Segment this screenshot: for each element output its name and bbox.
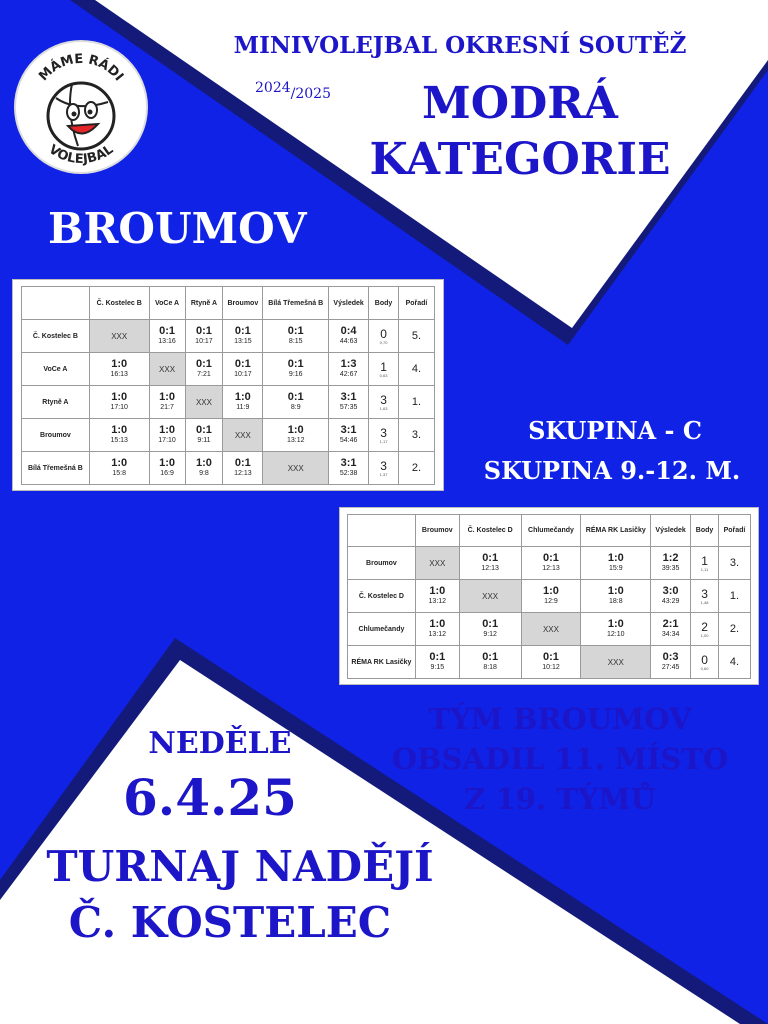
svg-text:VOLEJBAL bbox=[46, 142, 116, 167]
match-points: 8:15 bbox=[288, 338, 303, 345]
result-score: 0:4 bbox=[340, 325, 357, 337]
result-score: 2:1 bbox=[662, 618, 679, 630]
match-points: 10:17 bbox=[234, 371, 252, 378]
body-value: 1 bbox=[380, 359, 387, 374]
rank-cell: 2. bbox=[399, 452, 435, 485]
result-score: 3:1 bbox=[340, 457, 357, 469]
match-cell bbox=[263, 353, 329, 386]
body-ratio: 1,00 bbox=[700, 632, 709, 638]
match-score: 0:1 bbox=[195, 358, 212, 370]
match-score: 1:0 bbox=[607, 585, 624, 597]
self-match-cell: XXX bbox=[581, 646, 651, 679]
group-c-table-card bbox=[13, 280, 443, 490]
match-score: 1:0 bbox=[607, 618, 624, 630]
match-points: 21:7 bbox=[160, 404, 174, 411]
body-ratio: 1,11 bbox=[700, 566, 709, 572]
match-points: 9:11 bbox=[197, 437, 211, 444]
table-row bbox=[348, 547, 751, 580]
match-cell bbox=[185, 320, 223, 353]
match-score: 0:1 bbox=[234, 325, 251, 337]
group-places-label: SKUPINA 9.-12. M. bbox=[483, 456, 741, 485]
match-score: 0:1 bbox=[482, 552, 499, 564]
rank-cell: 1. bbox=[399, 386, 435, 419]
column-header: RÉMA RK Lasičky bbox=[581, 515, 651, 547]
rank-cell: 3. bbox=[399, 419, 435, 452]
event-date: 6.4.25 bbox=[123, 768, 297, 827]
match-score: 1:0 bbox=[111, 424, 128, 436]
match-points: 9:8 bbox=[199, 470, 209, 477]
body-cell bbox=[369, 386, 399, 419]
result-points: 52:38 bbox=[339, 470, 358, 477]
match-score: 1:0 bbox=[234, 391, 251, 403]
match-score: 0:1 bbox=[234, 457, 251, 469]
match-score: 0:1 bbox=[543, 651, 559, 663]
match-score: 1:0 bbox=[543, 585, 559, 597]
rank-cell: 4. bbox=[719, 646, 751, 679]
row-team-name: Chlumečandy bbox=[348, 613, 416, 646]
group-c-header-row bbox=[22, 287, 435, 320]
logo-top-text: MÁME RÁDI bbox=[36, 51, 127, 85]
match-points: 16:13 bbox=[110, 371, 128, 378]
result-score: 1:2 bbox=[662, 552, 679, 564]
column-header: Pořadí bbox=[719, 515, 751, 547]
body-cell bbox=[691, 580, 719, 613]
result-points: 39:35 bbox=[661, 565, 680, 572]
match-score: 0:1 bbox=[429, 651, 446, 663]
group-c-label: SKUPINA - C bbox=[528, 416, 702, 445]
body-ratio: 0,70 bbox=[379, 339, 388, 345]
match-points: 9:12 bbox=[483, 631, 497, 638]
logo-bottom-text: VOLEJBAL bbox=[45, 142, 117, 168]
result-points: 44:63 bbox=[339, 338, 358, 345]
match-cell bbox=[149, 452, 185, 485]
body-cell bbox=[369, 419, 399, 452]
match-cell bbox=[89, 419, 149, 452]
row-team-name: Č. Kostelec B bbox=[22, 320, 90, 353]
column-header: Rtyně A bbox=[185, 287, 223, 320]
match-cell bbox=[459, 646, 521, 679]
result-cell bbox=[329, 386, 369, 419]
row-team-name: Bílá Třemešná B bbox=[22, 452, 90, 485]
row-team-name: VoCe A bbox=[22, 353, 90, 386]
result-line-2: OBSADIL 11. MÍSTO bbox=[391, 742, 729, 776]
match-score: 1:0 bbox=[159, 457, 175, 469]
match-points: 8:18 bbox=[483, 664, 497, 671]
result-score: 3:1 bbox=[340, 424, 357, 436]
match-points: 12:9 bbox=[544, 598, 558, 605]
self-match-cell: XXX bbox=[263, 452, 329, 485]
match-points: 13:12 bbox=[428, 598, 447, 605]
body-ratio: 1,48 bbox=[700, 599, 709, 605]
match-points: 13:12 bbox=[428, 631, 447, 638]
table-row bbox=[22, 353, 435, 386]
column-header: Body bbox=[369, 287, 399, 320]
body-value: 0 bbox=[380, 326, 387, 341]
self-match-cell: XXX bbox=[149, 353, 185, 386]
match-points: 9:15 bbox=[430, 664, 445, 671]
match-cell bbox=[521, 580, 581, 613]
match-cell bbox=[223, 452, 263, 485]
row-team-name: RÉMA RK Lasičky bbox=[348, 646, 416, 679]
match-score: 0:1 bbox=[195, 325, 212, 337]
match-cell bbox=[89, 353, 149, 386]
table-row bbox=[22, 386, 435, 419]
match-points: 18:8 bbox=[608, 598, 623, 605]
row-team-name: Rtyně A bbox=[22, 386, 90, 419]
match-score: 1:0 bbox=[607, 552, 624, 564]
result-cell bbox=[329, 419, 369, 452]
body-value: 3 bbox=[701, 586, 708, 601]
self-match-cell: XXX bbox=[89, 320, 149, 353]
rank-cell: 5. bbox=[399, 320, 435, 353]
town-title: BROUMOV bbox=[48, 204, 307, 253]
match-points: 15:13 bbox=[110, 437, 128, 444]
match-points: 13:12 bbox=[286, 437, 305, 444]
table-row bbox=[348, 613, 751, 646]
row-team-name: Broumov bbox=[22, 419, 90, 452]
corner-cell bbox=[22, 287, 90, 320]
corner-cell bbox=[348, 515, 416, 547]
match-score: 0:1 bbox=[482, 618, 499, 630]
match-cell bbox=[149, 419, 185, 452]
result-points: 42:67 bbox=[339, 371, 358, 378]
match-cell bbox=[263, 386, 329, 419]
match-score: 0:1 bbox=[543, 552, 559, 564]
match-score: 1:0 bbox=[159, 391, 175, 403]
match-score: 0:1 bbox=[159, 325, 175, 337]
self-match-cell: XXX bbox=[185, 386, 223, 419]
result-points: 34:34 bbox=[661, 631, 680, 638]
match-score: 1:0 bbox=[159, 424, 175, 436]
column-header: Chlumečandy bbox=[521, 515, 581, 547]
table-row bbox=[348, 646, 751, 679]
result-cell bbox=[651, 646, 691, 679]
match-points: 17:10 bbox=[110, 404, 128, 411]
match-cell bbox=[263, 419, 329, 452]
result-score: 0:3 bbox=[662, 651, 679, 663]
group-places-table bbox=[347, 514, 751, 679]
body-ratio: 1,63 bbox=[379, 405, 388, 411]
match-cell bbox=[185, 419, 223, 452]
result-line-1: TÝM BROUMOV bbox=[428, 702, 692, 736]
result-cell bbox=[329, 320, 369, 353]
match-score: 0:1 bbox=[195, 424, 212, 436]
body-value: 3 bbox=[380, 458, 387, 473]
match-score: 0:1 bbox=[287, 325, 304, 337]
body-ratio: 1,17 bbox=[379, 438, 388, 444]
column-header: Výsledek bbox=[651, 515, 691, 547]
match-cell bbox=[149, 320, 185, 353]
match-cell bbox=[415, 580, 459, 613]
match-cell bbox=[581, 580, 651, 613]
result-cell bbox=[651, 613, 691, 646]
column-header: Bílá Třemešná B bbox=[263, 287, 329, 320]
body-value: 0 bbox=[701, 652, 708, 667]
body-cell bbox=[691, 547, 719, 580]
match-points: 12:13 bbox=[234, 470, 252, 477]
match-cell bbox=[223, 320, 263, 353]
match-points: 9:16 bbox=[288, 371, 303, 378]
column-header: Pořadí bbox=[399, 287, 435, 320]
match-cell bbox=[459, 613, 521, 646]
result-points: 54:46 bbox=[339, 437, 358, 444]
season-year-b: /2025 bbox=[290, 86, 331, 102]
event-place: Č. KOSTELEC bbox=[68, 898, 392, 947]
body-value: 2 bbox=[701, 619, 708, 634]
match-points: 10:12 bbox=[542, 664, 560, 671]
group-places-header-row bbox=[348, 515, 751, 547]
match-points: 7:21 bbox=[197, 371, 211, 378]
result-cell bbox=[329, 353, 369, 386]
match-cell bbox=[521, 547, 581, 580]
result-cell bbox=[329, 452, 369, 485]
result-points: 27:45 bbox=[661, 664, 680, 671]
rank-cell: 2. bbox=[719, 613, 751, 646]
match-score: 0:1 bbox=[287, 391, 304, 403]
match-cell bbox=[415, 613, 459, 646]
season-label bbox=[255, 80, 331, 102]
table-row bbox=[22, 419, 435, 452]
match-score: 1:0 bbox=[429, 618, 446, 630]
body-value: 1 bbox=[701, 553, 708, 568]
body-cell bbox=[369, 320, 399, 353]
group-c-table bbox=[21, 286, 435, 485]
match-cell bbox=[581, 613, 651, 646]
match-score: 1:0 bbox=[429, 585, 446, 597]
self-match-cell: XXX bbox=[521, 613, 581, 646]
result-points: 43:29 bbox=[661, 598, 680, 605]
match-points: 13:15 bbox=[234, 338, 252, 345]
body-ratio: 1,37 bbox=[379, 471, 388, 477]
match-points: 15:8 bbox=[112, 470, 127, 477]
body-cell bbox=[369, 353, 399, 386]
match-score: 0:1 bbox=[234, 358, 251, 370]
body-ratio: 0,63 bbox=[379, 372, 388, 378]
match-points: 12:13 bbox=[481, 565, 499, 572]
match-score: 0:1 bbox=[287, 358, 304, 370]
result-cell bbox=[651, 580, 691, 613]
event-name: TURNAJ NADĚJÍ bbox=[46, 842, 434, 891]
table-row bbox=[348, 580, 751, 613]
rank-cell: 1. bbox=[719, 580, 751, 613]
match-points: 15:9 bbox=[608, 565, 623, 572]
table-row bbox=[22, 320, 435, 353]
result-score: 1:3 bbox=[340, 358, 357, 370]
season-year-a: 2024 bbox=[255, 80, 291, 96]
match-points: 12:10 bbox=[607, 631, 625, 638]
row-team-name: Broumov bbox=[348, 547, 416, 580]
result-line-3: Z 19. TÝMŮ bbox=[464, 782, 656, 816]
rank-cell: 3. bbox=[719, 547, 751, 580]
match-score: 1:0 bbox=[287, 424, 304, 436]
rank-cell: 4. bbox=[399, 353, 435, 386]
match-cell bbox=[89, 452, 149, 485]
category-line-1: MODRÁ bbox=[422, 78, 618, 129]
match-cell bbox=[89, 386, 149, 419]
column-header: Body bbox=[691, 515, 719, 547]
table-row bbox=[22, 452, 435, 485]
match-cell bbox=[223, 386, 263, 419]
match-cell bbox=[581, 547, 651, 580]
match-cell bbox=[185, 452, 223, 485]
column-header: Výsledek bbox=[329, 287, 369, 320]
match-points: 11:9 bbox=[236, 404, 250, 411]
body-cell bbox=[691, 613, 719, 646]
column-header: Broumov bbox=[223, 287, 263, 320]
result-score: 3:1 bbox=[340, 391, 357, 403]
match-cell bbox=[185, 353, 223, 386]
self-match-cell: XXX bbox=[459, 580, 521, 613]
self-match-cell: XXX bbox=[223, 419, 263, 452]
match-cell bbox=[263, 320, 329, 353]
match-points: 8:9 bbox=[290, 404, 301, 411]
group-places-table-card bbox=[340, 508, 758, 684]
match-score: 1:0 bbox=[111, 358, 128, 370]
match-score: 1:0 bbox=[111, 457, 128, 469]
match-cell bbox=[521, 646, 581, 679]
column-header: Č. Kostelec D bbox=[459, 515, 521, 547]
svg-text:MÁME RÁDI bbox=[36, 52, 126, 84]
body-value: 3 bbox=[380, 425, 387, 440]
result-cell bbox=[651, 547, 691, 580]
logo-mame-radi-volejbal bbox=[16, 42, 146, 172]
body-cell bbox=[369, 452, 399, 485]
match-cell bbox=[415, 646, 459, 679]
match-points: 10:17 bbox=[195, 338, 213, 345]
category-line-2: KATEGORIE bbox=[369, 134, 671, 185]
column-header: Broumov bbox=[415, 515, 459, 547]
column-header: Č. Kostelec B bbox=[89, 287, 149, 320]
match-cell bbox=[149, 386, 185, 419]
self-match-cell: XXX bbox=[415, 547, 459, 580]
result-score: 3:0 bbox=[662, 585, 679, 597]
column-header: VoCe A bbox=[149, 287, 185, 320]
event-day: NEDĚLE bbox=[148, 726, 292, 761]
match-score: 1:0 bbox=[111, 391, 128, 403]
match-score: 0:1 bbox=[482, 651, 499, 663]
match-cell bbox=[459, 547, 521, 580]
match-cell bbox=[223, 353, 263, 386]
match-points: 16:9 bbox=[160, 470, 174, 477]
result-points: 57:35 bbox=[339, 404, 358, 411]
body-ratio: 0,60 bbox=[700, 665, 709, 671]
body-cell bbox=[691, 646, 719, 679]
match-points: 13:16 bbox=[158, 338, 176, 345]
match-points: 17:10 bbox=[158, 437, 176, 444]
match-score: 1:0 bbox=[195, 457, 212, 469]
body-value: 3 bbox=[380, 392, 387, 407]
row-team-name: Č. Kostelec D bbox=[348, 580, 416, 613]
competition-title: MINIVOLEJBAL OKRESNÍ SOUTĚŽ bbox=[233, 32, 687, 59]
match-points: 12:13 bbox=[542, 565, 560, 572]
